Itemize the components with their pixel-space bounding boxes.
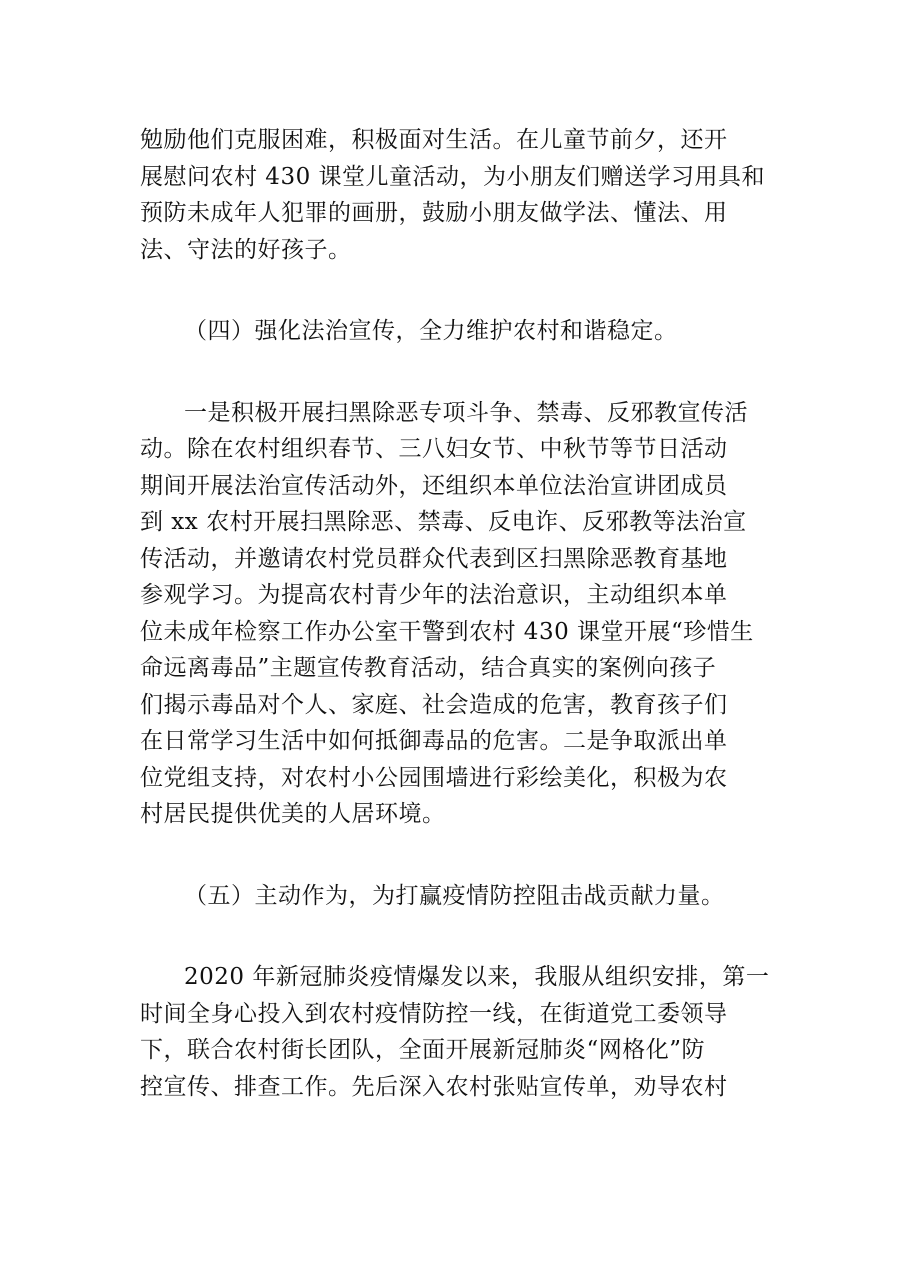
section-heading-4: （四）强化法治宣传，全力维护农村和谐稳定。	[184, 318, 678, 344]
text-line: 在日常学习生活中如何抵御毒品的危害。二是争取派出单	[140, 728, 728, 754]
text-line: 位党组支持，对农村小公园围墙进行彩绘美化，积极为农	[140, 764, 728, 791]
text-line: 下，联合农村街长团队，全面开展新冠肺炎“网格化”防	[140, 1037, 706, 1063]
text-line: 勉励他们克服困难，积极面对生活。在儿童节前夕，还开	[140, 127, 728, 153]
text-line: 们揭示毒品对个人、家庭、社会造成的危害，教育孩子们	[140, 691, 728, 718]
paragraph-spacing	[140, 268, 774, 313]
text-line: 控宣传、排查工作。先后深入农村张贴宣传单，劝导农村	[140, 1073, 728, 1100]
section-heading-5: （五）主动作为，为打赢疫情防控阻击战贡献力量。	[184, 882, 725, 909]
paragraph-legal-publicity	[140, 395, 774, 833]
paragraph-epidemic-control	[140, 959, 774, 1105]
text-line: 一是积极开展扫黑除恶专项斗争、禁毒、反邪教宣传活	[184, 399, 748, 426]
text-line: 村居民提供优美的人居环境。	[140, 801, 446, 827]
text-line: 动。除在农村组织春节、三八妇女节、中秋节等节日活动	[140, 436, 728, 462]
text-line: 2020 年新冠肺炎疫情爆发以来，我服从组织安排，第一	[184, 964, 770, 990]
text-line: 参观学习。为提高农村青少年的法治意识，主动组织本单	[140, 582, 728, 608]
text-line: 时间全身心投入到农村疫情防控一线，在街道党工委领导	[140, 1000, 728, 1027]
text-line: 展慰问农村 430 课堂儿童活动，为小朋友们赠送学习用具和	[140, 163, 766, 190]
paragraph-spacing	[140, 350, 774, 395]
paragraph-continuation	[140, 122, 774, 268]
text-line: 命远离毒品”主题宣传教育活动，结合真实的案例向孩子	[140, 655, 717, 681]
text-line: 预防未成年人犯罪的画册，鼓励小朋友做学法、懂法、用	[140, 200, 728, 226]
paragraph-spacing	[140, 914, 774, 959]
paragraph-spacing	[140, 833, 774, 878]
text-line: 传活动，并邀请农村党员群众代表到区扫黑除恶教育基地	[140, 545, 728, 572]
text-line: 到 xx 农村开展扫黑除恶、禁毒、反电诈、反邪教等法治宣	[140, 509, 747, 535]
text-line: 期间开展法治宣传活动外，还组织本单位法治宣讲团成员	[140, 472, 728, 499]
text-line: 位未成年检察工作办公室干警到农村 430 课堂开展“珍惜生	[140, 618, 754, 645]
document-page	[140, 122, 774, 1105]
text-line: 法、守法的好孩子。	[140, 236, 352, 263]
